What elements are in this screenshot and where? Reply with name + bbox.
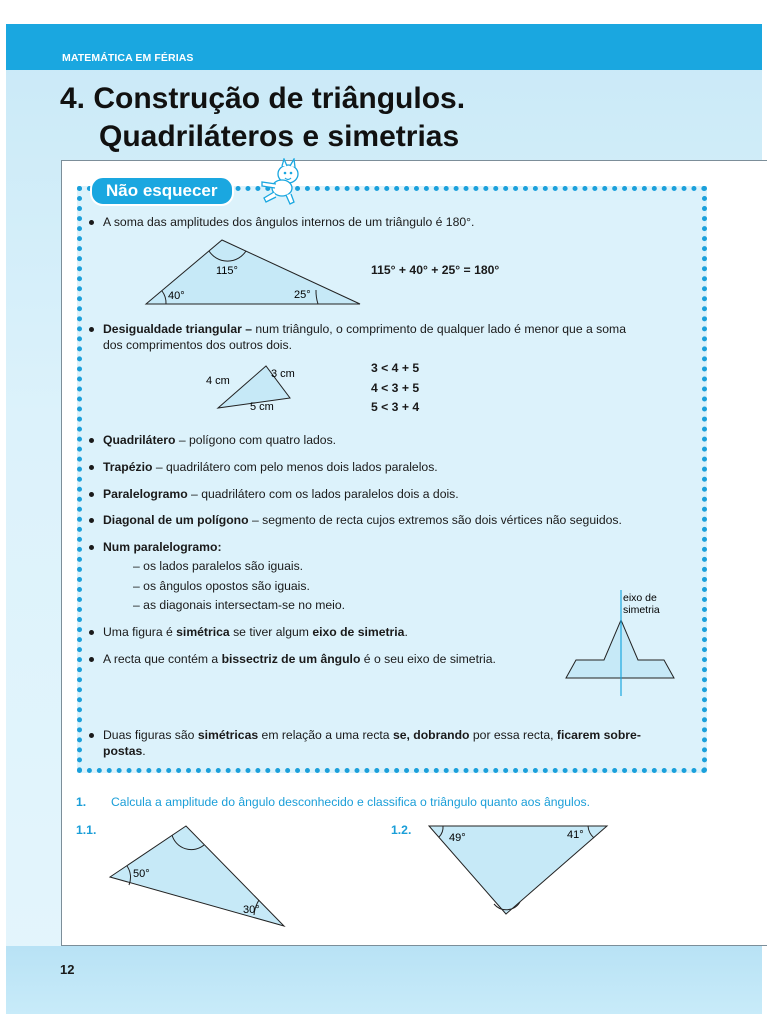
parallelogram-properties-term: Num paralelogramo: [103,540,222,554]
parallelogram-term: Paralelogramo [103,487,188,501]
trapezoid-term: Trapézio [103,460,153,474]
angle-label-49: 49° [449,832,466,844]
parallelogram-desc: – quadrilátero com os lados paralelos dois a dois. [187,487,459,501]
question-1-2-triangle [424,822,614,918]
title-line-1: 4. Construção de triângulos. [60,82,466,115]
title-line-2: Quadriláteros e simetrias [99,120,460,153]
two-mid: em relação a uma recta [258,728,393,742]
two-term-3: ficarem sobre- [556,728,641,742]
symmetric-pre: Uma figura é [103,625,177,639]
side-label-5cm: 5 cm [250,401,274,413]
inequality-3: 5 < 3 + 4 [371,400,420,414]
diagonal-desc: – segmento de recta cujos extremos são dois vértices não seguidos. [248,513,622,527]
axis-label-1: eixo de [623,592,657,604]
angle-label-30: 30° [243,904,260,916]
mascot-illustration [256,158,308,206]
triangle-sum-text: A soma das amplitudes dos ângulos internos de um triângulo é 180°. [103,215,475,229]
axis-label-2: simetria [623,604,660,616]
angle-label-25: 25° [294,289,311,301]
page-number: 12 [60,962,75,977]
question-1-1-triangle [104,820,294,932]
quadrilateral-definition [103,432,336,448]
symmetric-figures-text-2 [103,743,146,759]
two-term-2: se, dobrando [392,728,470,742]
angle-sum-equation: 115° + 40° + 25° = 180° [371,263,500,277]
two-end: . [142,744,146,758]
symmetric-shape [566,620,674,678]
diagonal-term: Diagonal de um polígono [103,513,249,527]
question-1-1-label: 1.1. [76,823,97,837]
symmetry-axis-figure [560,588,690,698]
side-label-3cm: 3 cm [271,368,295,380]
angle-label-41: 41° [567,829,584,841]
footer-band [6,946,762,1014]
symmetric-end: . [404,625,408,639]
symmetry-axis-term: eixo de simetria [312,625,405,639]
symmetric-figure-text [103,624,408,640]
two-pre: Duas figuras são [103,728,198,742]
inequality-1: 3 < 4 + 5 [371,361,420,375]
angle-label-115: 115° [216,265,238,277]
quadrilateral-term: Quadrilátero [103,433,176,447]
parallelogram-properties-heading [103,539,222,555]
triangle-inequality-term: Desigualdade triangular – [103,322,252,336]
series-title: MATEMÁTICA EM FÉRIAS [62,52,194,64]
symmetric-term: simétrica [176,625,230,639]
symmetric-figures-text [103,727,698,743]
exercise-instruction: Calcula a amplitude do ângulo desconhecido e classifica o triângulo quanto aos ângulos. [111,795,591,809]
diagonal-definition [103,512,622,528]
triangle-inequality-desc: num triângulo, o comprimento de qualquer lado é menor que a soma [252,322,626,336]
trapezoid-desc: – quadrilátero com pelo menos dois lados paralelos. [152,460,438,474]
quadrilateral-desc: – polígono com quatro lados. [175,433,337,447]
obtuse-triangle-figure [140,236,370,308]
angle-label-40: 40° [168,290,185,302]
inequality-2: 4 < 3 + 5 [371,381,420,395]
trapezoid-definition [103,459,438,475]
parallelogram-definition [103,486,459,502]
bisector-end: é o seu eixo de simetria. [360,652,496,666]
angle-label-50: 50° [133,868,150,880]
triangle-inequality-desc-2: dos comprimentos dos outros dois. [103,338,292,352]
side-label-4cm: 4 cm [206,375,230,387]
property-diagonals: – as diagonais intersectam-se no meio. [133,598,346,612]
symmetric-mid: se tiver algum [229,625,313,639]
scalene-triangle-figure [200,360,310,416]
property-opposite-angles: – os ângulos opostos são iguais. [133,579,310,593]
triangle-inequality-text [103,321,703,337]
bisector-term: bissectriz de um ângulo [221,652,361,666]
bisector-pre: A recta que contém a [103,652,222,666]
reminder-label: Não esquecer [90,176,234,206]
bisector-text [103,651,496,667]
two-term: simétricas [197,728,259,742]
exercise-number: 1. [76,795,87,809]
two-mid-2: por essa recta, [469,728,557,742]
two-term-4: postas [103,744,143,758]
property-parallel-sides: – os lados paralelos são iguais. [133,559,304,573]
question-1-2-label: 1.2. [391,823,412,837]
page-title [60,80,465,156]
